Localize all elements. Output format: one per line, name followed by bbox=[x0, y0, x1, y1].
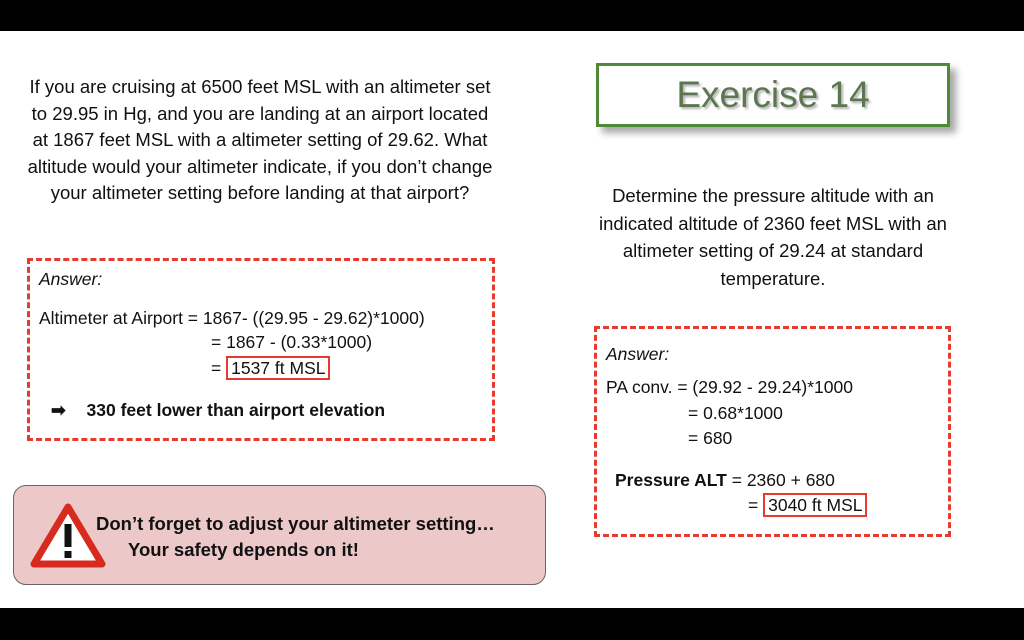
pressure-alt-label: Pressure ALT bbox=[615, 470, 727, 490]
arrow-icon: ➡ bbox=[51, 400, 66, 420]
pa-line-5 bbox=[748, 495, 867, 516]
result-box: 3040 ft MSL bbox=[763, 493, 867, 517]
calc-line-3 bbox=[211, 358, 330, 379]
pa-sum: = 2360 + 680 bbox=[731, 470, 835, 490]
question-left: If you are cruising at 6500 feet MSL with an altimeter set to 29.95 in Hg, and you are landing at an airport located at 1867 feet MSL with a altimeter setting of 29.62. What altitude would your altimeter indicate, if you don’t change your altimeter setting before landing at that airport? bbox=[27, 76, 493, 203]
answer-box-left bbox=[27, 258, 495, 441]
equals-sign: = bbox=[211, 358, 222, 378]
question-right: Determine the pressure altitude with an indicated altitude of 2360 feet MSL with an altimeter setting of 29.24 at standard temperature. bbox=[599, 185, 947, 289]
answer-box-right bbox=[594, 326, 951, 537]
warning-line-2: Your safety depends on it! bbox=[128, 539, 359, 560]
warning-banner bbox=[13, 485, 546, 585]
result-box: 1537 ft MSL bbox=[226, 356, 330, 380]
answer-label: Answer: bbox=[606, 344, 670, 364]
pa-line-2: = 0.68*1000 bbox=[688, 403, 783, 423]
conclusion-line bbox=[51, 400, 385, 421]
calc-line-2: = 1867 - (0.33*1000) bbox=[211, 332, 373, 352]
pa-line-1: PA conv. = (29.92 - 29.24)*1000 bbox=[606, 377, 853, 397]
answer-label: Answer: bbox=[39, 269, 103, 289]
conclusion-text: 330 feet lower than airport elevation bbox=[86, 400, 386, 420]
warning-line-1: Don’t forget to adjust your altimeter setting… bbox=[96, 513, 495, 534]
pa-line-4 bbox=[615, 470, 835, 491]
slide bbox=[0, 31, 1024, 608]
calc-line-1: Altimeter at Airport = 1867- ((29.95 - 29.62)*1000) bbox=[39, 308, 425, 328]
pa-line-3: = 680 bbox=[688, 428, 733, 448]
warning-icon bbox=[30, 502, 106, 573]
equals-sign: = bbox=[748, 495, 759, 515]
exercise-title: Exercise 14 bbox=[596, 63, 950, 127]
